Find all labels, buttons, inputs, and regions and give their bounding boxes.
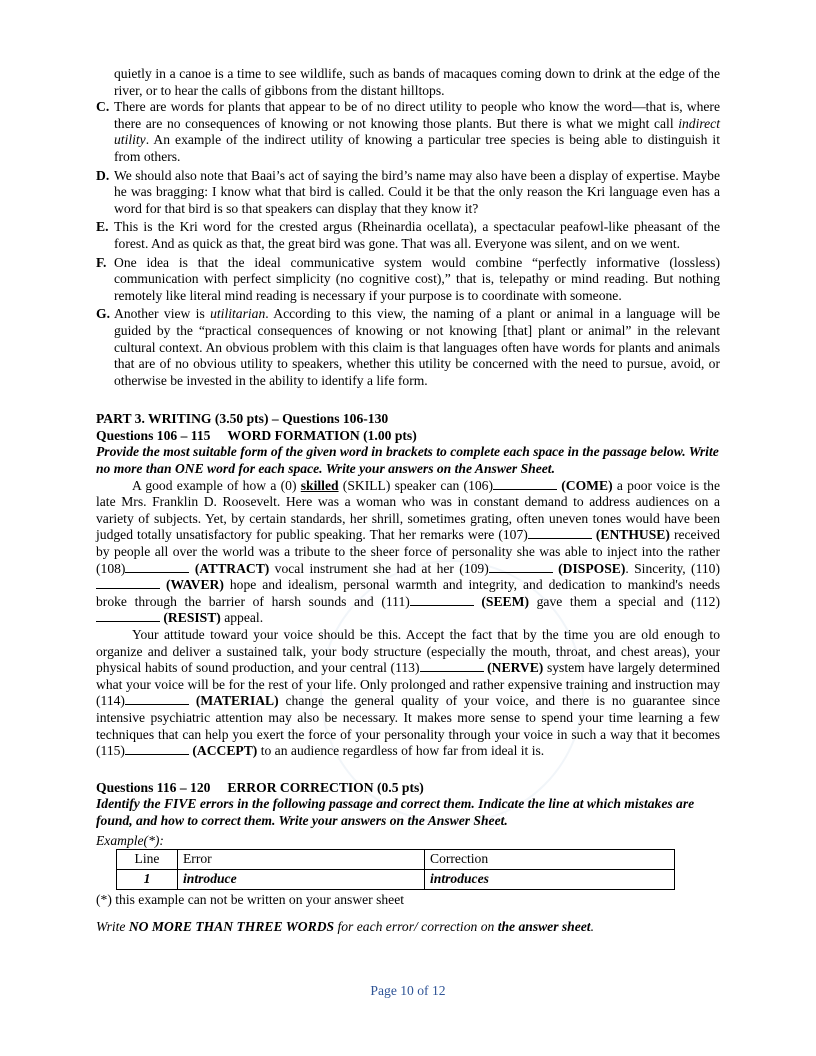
item-letter: D. — [96, 167, 110, 183]
item-letter: E. — [96, 219, 109, 235]
word-formation-instruction: Provide the most suitable form of the given word in brackets to complete each space in the passage below. Write no more than ONE word for each space. Write your answers on the Answer Sheet. — [96, 444, 719, 477]
reading-item-e: E. This is the Kri word for the crested argus (Rheinardia ocellata), a spectacular peafowl-like pheasant of the forest. And as quick as that, the great bird was gone. That was all. Everyone was silent, and on we went. — [96, 219, 720, 251]
blank-112[interactable] — [96, 610, 160, 622]
blank-114[interactable] — [125, 693, 189, 705]
final-instruction: Write NO MORE THAN THREE WORDS for each error/ correction on the answer sheet. — [96, 918, 594, 934]
reading-continuation: quietly in a canoe is a time to see wildlife, such as bands of macaques coming down to drink at the edge of the river, or to hear the calls of gibbons from the distant hilltops. — [114, 66, 720, 98]
blank-108[interactable] — [125, 561, 189, 573]
table-header: Correction — [425, 850, 675, 870]
table-header: Error — [178, 850, 425, 870]
blank-115[interactable] — [125, 743, 189, 755]
table-header: Line — [117, 850, 178, 870]
word-formation-heading: Questions 106 – 115 WORD FORMATION (1.00 pts) — [96, 427, 417, 443]
blank-111[interactable] — [410, 594, 474, 606]
wf-paragraph-1: A good example of how a (0) skilled (SKILL) speaker can (106) (COME) a poor voice is the late Mrs. Franklin D. Roosevelt. Here was a woman who was in constant demand to address audiences on a variety of subjects. Yet, by certain standards, her shrill, sometimes grating, often uneven tones would have been judged totally unsatisfactory for public speaking. That her remarks were (107) (ENTHUSE) received by people all over the world was a tribute to the sheer force of personality she was able to inject into the rather (108) (ATTRACT) vocal instrument she had at her (109) (DISPOSE). Sincerity, (110) (WAVER) hope and idealism, personal warmth and integrity, and dedication to mankind's needs broke through the barrier of harsh sounds and (111) (SEEM) gave them a special and (112) (RESIST) appeal. — [96, 477, 720, 626]
part3-heading: PART 3. WRITING (3.50 pts) – Questions 106-130 — [96, 411, 389, 427]
table-cell: introduces — [425, 870, 675, 890]
reading-item-d: D. We should also note that Baai’s act of saying the bird’s name may also have been a display of expertise. Maybe he was bragging: I know what that bird is called. Could it be that the only reason the Kri language even has a word for that bird is so that speakers can display that they know it? — [96, 167, 720, 216]
blank-113[interactable] — [420, 660, 484, 672]
error-correction-instruction: Identify the FIVE errors in the following passage and correct them. Indicate the line at which mistakes are found, and how to correct them. Write your answers on the Answer Sheet. — [96, 796, 695, 828]
table-header-row — [117, 850, 675, 870]
example-label: Example(*): — [96, 832, 164, 848]
page-content — [96, 66, 720, 935]
item-letter: F. — [96, 254, 107, 270]
table-cell: 1 — [117, 870, 178, 890]
table-row — [117, 870, 675, 890]
blank-107[interactable] — [528, 527, 592, 539]
page-number: Page 10 of 12 — [370, 983, 446, 998]
blank-106[interactable] — [493, 478, 557, 490]
reading-item-g: G. Another view is utilitarian. According to this view, the naming of a plant or animal in a language will be guided by the “practical consequences of knowing or not knowing [that] plant or animal” in the relevant cultural context. An obvious problem with this claim is that languages often have words for plants and animals that are of no obvious utility to speakers, whether this utility be concerned with the need to pursue, avoid, or otherwise be invested in the ability to identify a life form. — [96, 306, 721, 388]
example-table — [116, 849, 675, 890]
wf-paragraph-2: Your attitude toward your voice should be this. Accept the fact that by the time you are old enough to organize and deliver a sustained talk, your body structure (especially the mouth, throat, and chest areas), your physical habits of sound production, and your central (113) (NERVE) system have largely determined what your voice will be for the rest of your life. Only prolonged and rather expensive training and instruction may (114) (MATERIAL) change the general quality of your voice, and there is no guarantee since intensive psychiatric attention may also be necessary. It makes more sense to spend your time learning a few techniques that can help you exert the force of your personality through your voice in such a way that it becomes (115) (ACCEPT) to an audience regardless of how far from ideal it is. — [96, 627, 721, 759]
blank-110[interactable] — [96, 577, 160, 589]
reading-item-c: C. There are words for plants that appear to be of no direct utility to people who know the word—that is, where there are no consequences of knowing or not knowing those plants. But there is what we might call indirect utility. An example of the indirect utility of knowing a particular tree species is being able to distinguish it from others. — [96, 99, 720, 164]
error-correction-heading: Questions 116 – 120 ERROR CORRECTION (0.5 pts) — [96, 779, 424, 795]
blank-109[interactable] — [489, 561, 553, 573]
item-letter: G. — [96, 306, 110, 322]
table-cell: introduce — [178, 870, 425, 890]
example-answer: skilled — [300, 477, 339, 493]
item-letter: C. — [96, 99, 110, 115]
footnote: (*) this example can not be written on your answer sheet — [96, 892, 405, 908]
reading-item-f: F. One idea is that the ideal communicative system would combine “perfectly informative (lossless) communication with perfect simplicity (no cognitive cost),” that is, telepathy or mind reading. But nothing remotely like literal mind reading is necessary if your purpose is to coordinate with someone. — [96, 254, 720, 303]
